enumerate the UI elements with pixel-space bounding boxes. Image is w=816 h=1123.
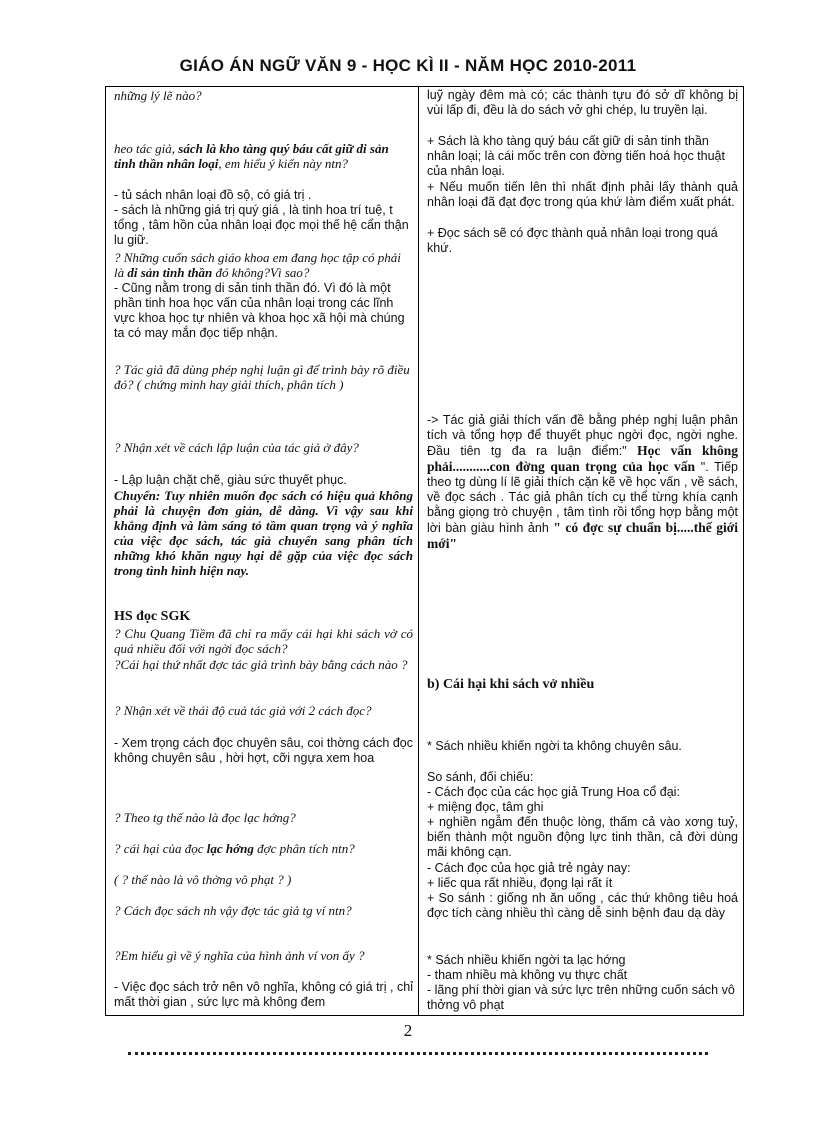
continuation-text: luỹ ngày đêm mà có; các thành tựu đó sở dĩ không bị vùi lấp đi, đều là do sách vở ghi chép, lu truyền lại.	[427, 88, 738, 117]
point-3: + Đọc sách sẽ có đợc thành quả nhân loại trong quá khứ.	[427, 226, 718, 255]
method-question: ? Tác giả đã dùng phép nghị luận gì để trình bày rõ điều đó? ( chứng minh hay giải thích, phân tích )	[114, 362, 410, 392]
lesson-table	[105, 86, 744, 1016]
attitude-question: ? Nhận xét về thái độ cuả tác giả với 2 cách đọc?	[114, 703, 372, 718]
heritage-phrase: di sản tinh thần	[127, 265, 213, 280]
treasure-answer-2: - sách là những giá trị quý giá , là tinh hoa trí tuệ, t tổng , tâm hồn của nhân loại đọc mọi thế hệ cẩn thận lu giữ.	[114, 203, 409, 247]
compare-question: ? Cách đọc sách nh vậy đợc tác giả tg ví ntn?	[114, 903, 352, 918]
image-question: ?Em hiểu gì về ý nghĩa của hình ảnh ví von ấy ?	[114, 948, 365, 963]
attitude-answer: - Xem trọng cách đọc chuyên sâu, coi thờng cách đọc không chuyên sâu , hời hợt, cỡi ngựa xem hoa	[114, 736, 413, 765]
hs-read-label: HS đọc SGK	[114, 609, 191, 624]
harm-1-modern-b: + So sánh : giống nh ăn uống , các thứ không tiêu hoá đợc tích càng nhiều thì càng dễ sinh bệnh đau dạ dày	[427, 891, 738, 920]
explanation-closing-quote: " có đợc sự chuẩn bị.....thế giới mới"	[427, 520, 738, 551]
page-number: 2	[403, 1021, 413, 1040]
harm-2-a: - tham nhiều mà không vụ thực chất	[427, 968, 628, 982]
harm-1-ancient: - Cách đọc của các học giả Trung Hoa cổ đại:	[427, 785, 680, 799]
section-b-heading: b) Cái hại khi sách vở nhiều	[427, 677, 595, 692]
point-1: + Sách là kho tàng quý báu cất giữ di sản tinh thần nhân loại; là cái mốc trên con đờng tiến hoá học thuật của nhân loại.	[427, 134, 725, 178]
harms-question: ? Chu Quang Tiềm đã chỉ ra mấy cái hại khi sách vở có quá nhiều đối với ngời đọc sách?	[114, 626, 413, 656]
harm-1-ancient-b: + nghiền ngẫm đến thuộc lòng, thấm cả vào xơng tuỷ, biến thành một nguồn động lực tinh thần, cả đời dùng mãi không cạn.	[427, 815, 738, 859]
harm-1: * Sách nhiều khiến ngời ta không chuyên sâu.	[427, 739, 682, 753]
harm-2: * Sách nhiều khiến ngời ta lạc hớng	[427, 953, 626, 967]
harm-1-ancient-a: + miệng đọc, tâm ghi	[427, 800, 544, 814]
lost-question: ? Theo tg thế nào là đọc lạc hớng?	[114, 810, 296, 825]
lost-harm-question: ? cái hại của đọc lạc hớng đợc phân tích ntn?	[114, 841, 355, 856]
explanation-paragraph: -> Tác giả giải thích vấn đề bằng phép nghị luận phân tích và tổng hợp để thuyết phục ngời đọc, ngời nghe. Đầu tiên tg đa ra luận điểm:" Học vấn không phải...........con đờng quan trọng của học vấn ". Tiếp theo tg dùng lí lẽ giải thích cặn kẽ về học vấn , về sách, về đọc sách . Tác giả phân tích cụ thể từng khía cạnh bằng giọng trò chuyện , tâm tình rồi tổng hợp bằng một lời bàn giàu hình ảnh " có đợc sự chuẩn bị.....thế giới mới"	[427, 413, 738, 551]
reasoning-answer: - Lập luận chặt chẽ, giàu sức thuyết phục.	[114, 473, 347, 487]
transition-note: Chuyển: Tuy nhiên muốn đọc sách có hiệu quả không phải là chuyện đơn giản, dễ dàng. Vì vậy sau khi khẳng định và làm sáng tỏ tầm quan trọng và ý nghĩa của việc đọc sách, tác giả chuyển sang phân tích những khó khăn nguy hại dễ gặp của việc đọc sách trong tình hình hiện nay.	[114, 488, 413, 578]
teacher-student-column	[106, 87, 419, 1016]
harm-1-modern-a: + liếc qua rất nhiều, đọng lại rất ít	[427, 876, 613, 890]
treasure-question: heo tác giả, sách là kho tàng quý báu cất giữ di sản tinh thần nhân loại, em hiểu ý kiến này ntn?	[114, 141, 389, 171]
harm-1-modern: - Cách đọc của học giả trẻ ngày nay:	[427, 861, 631, 875]
image-answer: - Việc đọc sách trở nên vô nghĩa, không có giá trị , chỉ mất thời gian , sức lực mà không đem	[114, 980, 413, 1009]
reasoning-question: ? Nhận xét về cách lập luận của tác giả ở đây?	[114, 440, 359, 455]
harm-1-compare: So sánh, đối chiếu:	[427, 770, 534, 784]
treasure-phrase: sách là kho tàng quý báu cất giữ di sản tinh thần nhân loại	[114, 141, 389, 171]
page-header: GIÁO ÁN NGỮ VĂN 9 - HỌC KÌ II - NĂM HỌC 2010-2011	[179, 56, 637, 75]
point-2: + Nếu muốn tiến lên thì nhất định phải lấy thành quả nhân loại đã đạt đợc trong qúa khứ làm điểm xuất phát.	[427, 180, 738, 209]
footer-divider	[128, 1052, 708, 1055]
textbook-question: ? Những cuốn sách giáo khoa em đang học tập có phải là di sản tinh thần đó không?Vì sao?	[114, 250, 401, 280]
treasure-answer-1: - tủ sách nhân loại đồ sộ, có giá trị .	[114, 188, 312, 202]
harm-2-b: - lãng phí thời gian và sức lực trên những cuốn sách vô thởng vô phạt	[427, 983, 735, 1012]
content-column	[419, 87, 744, 1016]
explanation-quote: Học vấn không phải...........con đờng quan trọng của học vấn	[427, 443, 738, 474]
textbook-answer: - Cũng nằm trong di sản tinh thần đó. Vì đó là một phần tinh hoa học vấn của nhân loại trong các lĩnh vực khoa học tự nhiên và khoa học xã hội mà chúng ta có may mắn đọc tiếp nhận.	[114, 281, 405, 340]
first-harm-question: ?Cái hại thứ nhất đợc tác giả trình bày bằng cách nào ?	[114, 657, 408, 672]
intro-question: những lý lẽ nào?	[114, 88, 202, 103]
lost-harm-subquestion: ( ? thế nào là vô thởng vô phạt ? )	[114, 872, 292, 887]
lost-phrase: lạc hớng	[206, 841, 254, 856]
